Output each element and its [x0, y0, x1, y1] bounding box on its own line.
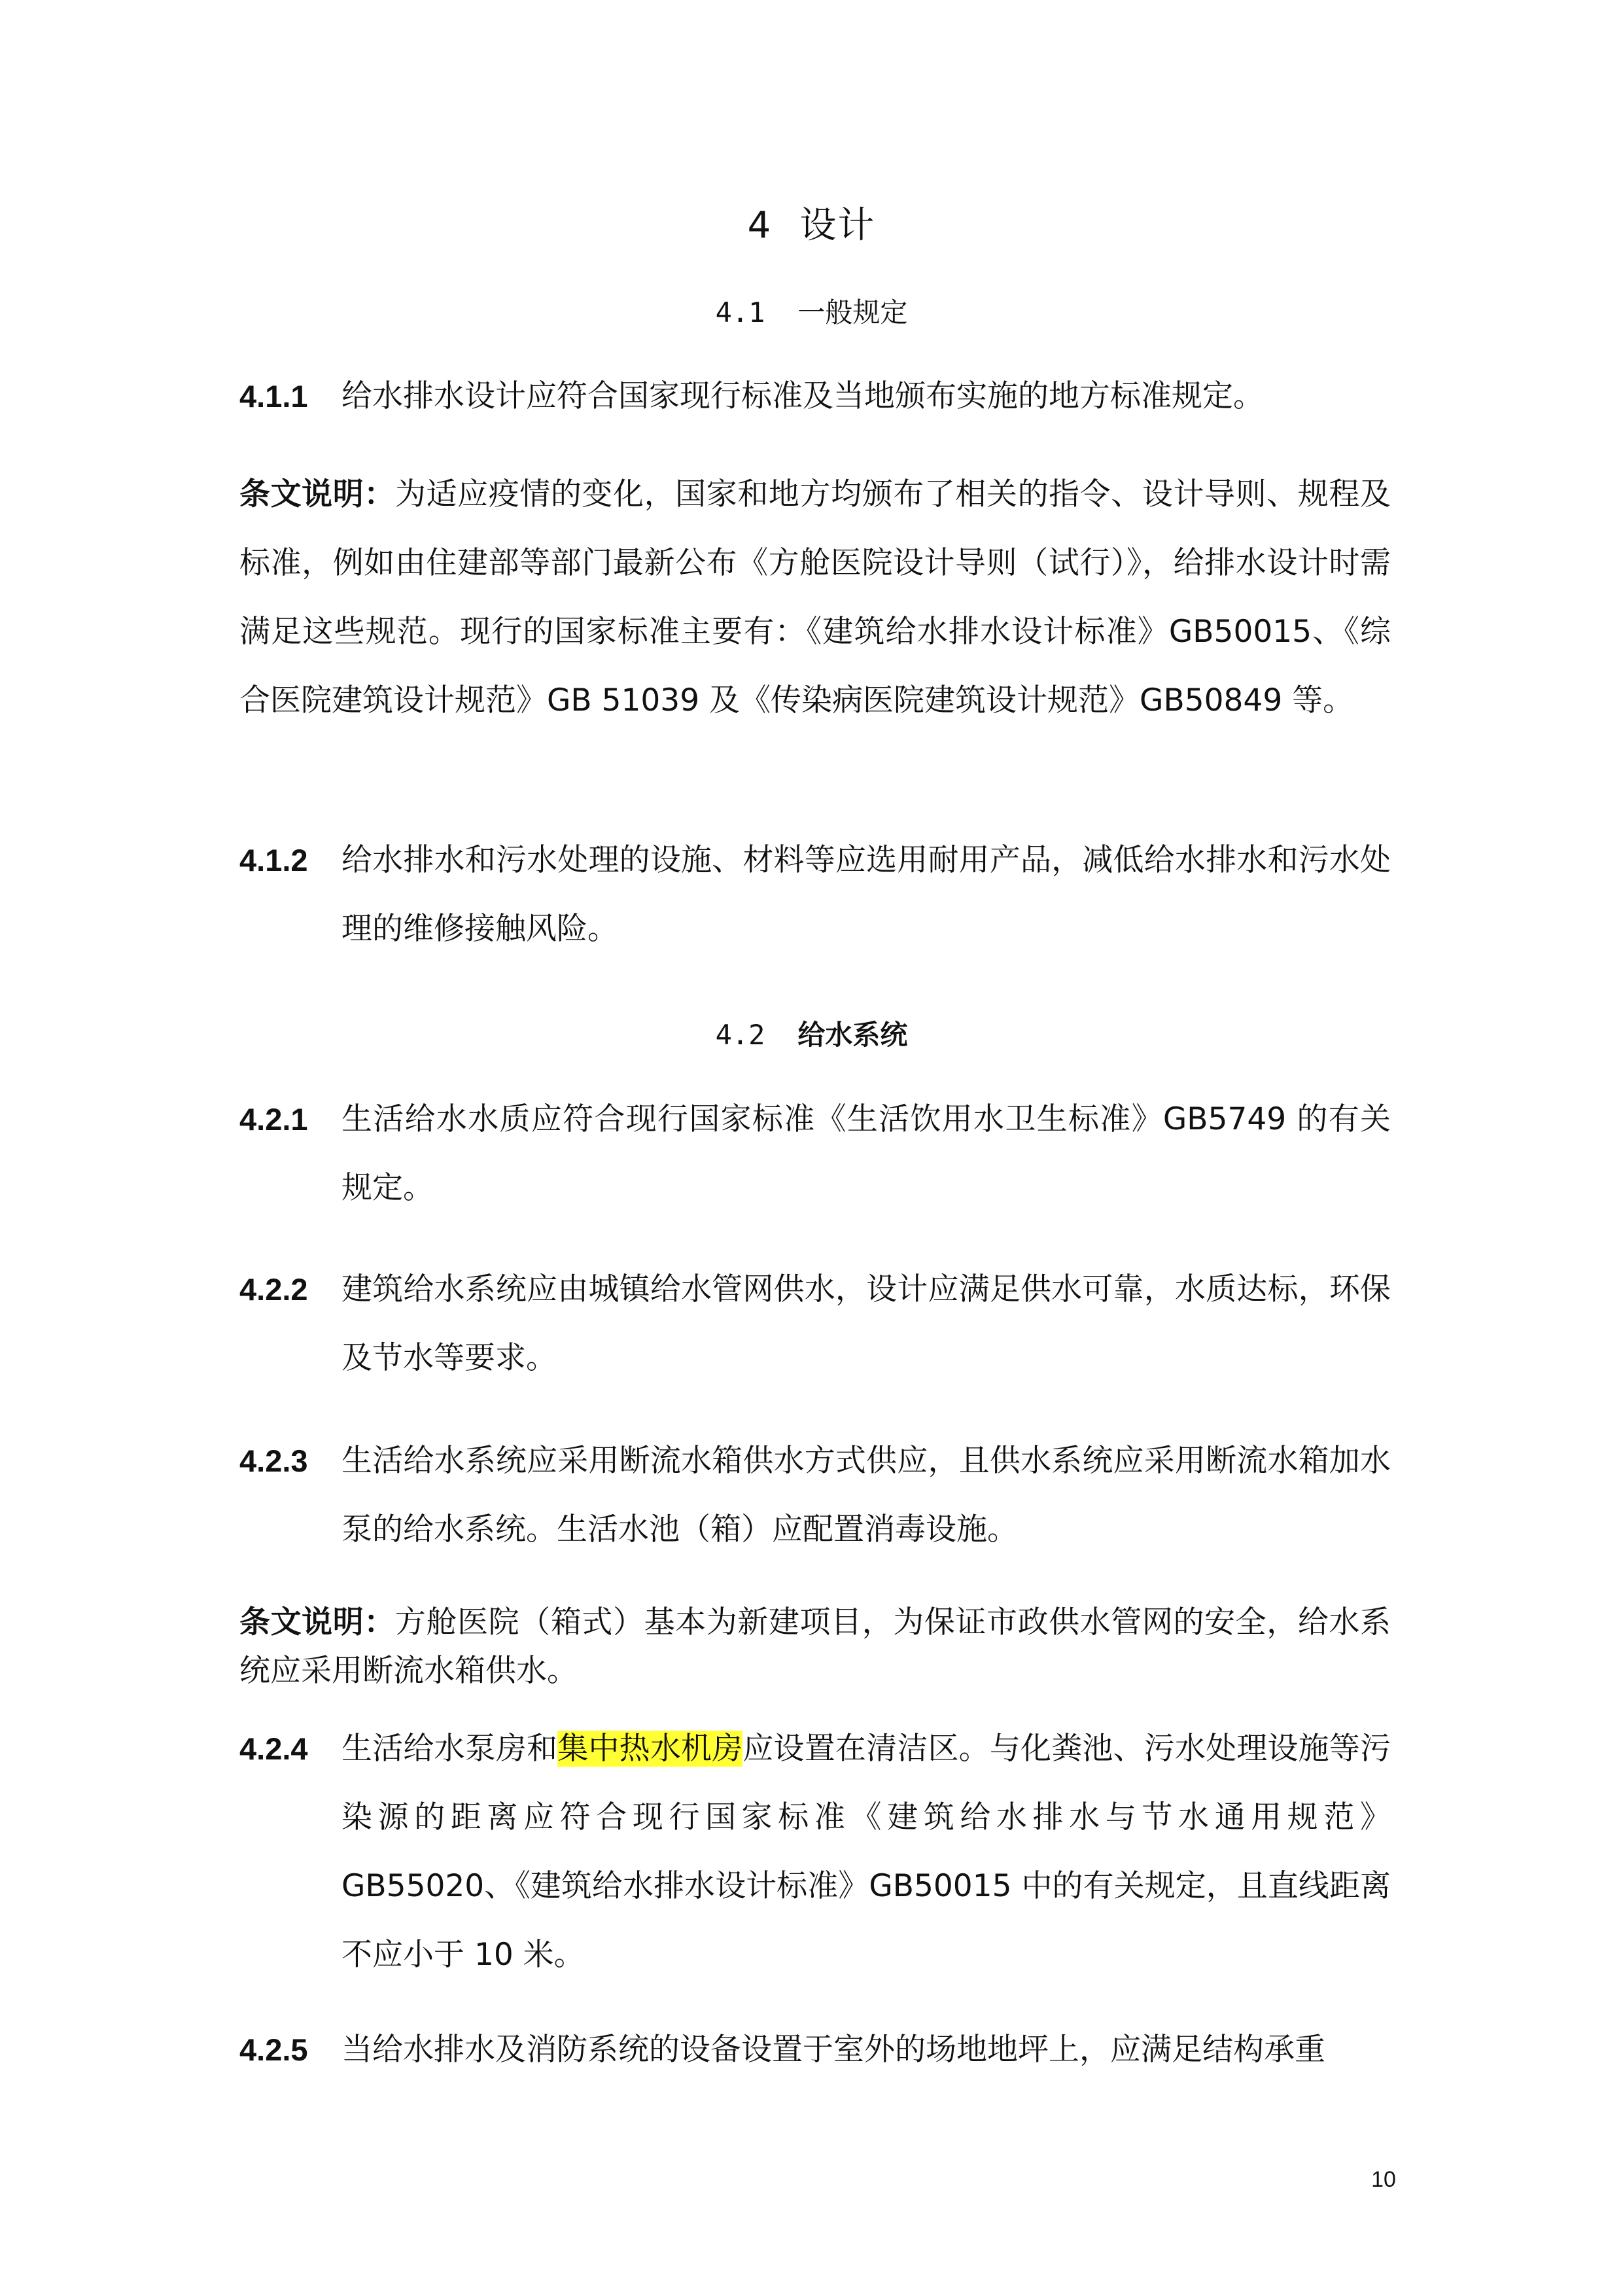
clause-text: 给水排水设计应符合国家现行标准及当地颁布实施的地方标准规定。 — [341, 378, 1264, 414]
clause-text: 给水排水和污水处理的设施、材料等应选用耐用产品，减低给水排水和污水处理的维修接触风险。 — [341, 842, 1391, 947]
clause-number: 4.2.5 — [239, 2032, 308, 2067]
clause-text: 生活给水系统应采用断流水箱供水方式供应，且供水系统应采用断流水箱加水泵的给水系统。生活水池（箱）应配置消毒设施。 — [341, 1443, 1391, 1547]
chapter-number: 4 — [747, 204, 773, 247]
clause-4-1-1 — [239, 362, 1391, 431]
clause-number: 4.1.2 — [239, 843, 308, 877]
clause-text: 生活给水水质应符合现行国家标准《生活饮用水卫生标准》GB5749 的有关规定。 — [341, 1101, 1391, 1206]
clause-4-1-2 — [239, 826, 1391, 963]
chapter-title-text: 设计 — [799, 204, 876, 247]
clause-number: 4.1.1 — [239, 379, 308, 414]
clause-text-part: 应设置在清洁区。与化粪池、污水处理设施等污染源的距离应符合现行国家标准《建筑给水排水与节水通用规范》GB55020、《建筑给水排水设计标准》GB50015 中的有关规定，且直线距离不应小于 10 米。 — [341, 1731, 1391, 1973]
clause-4-2-4 — [239, 1714, 1391, 1989]
clause-number: 4.2.4 — [239, 1731, 308, 1766]
clause-explanation-2 — [239, 1598, 1391, 1695]
section-title-4-2 — [0, 1012, 1623, 1058]
note-text: 为适应疫情的变化，国家和地方均颁布了相关的指令、设计导则、规程及标准，例如由住建部等部门最新公布《方舱医院设计导则（试行）》，给排水设计时需满足这些规范。现行的国家标准主要有：《建筑给水排水设计标准》GB50015、《综合医院建筑设计规范》GB 51039 及《传染病医院建筑设计规范》GB50849 等。 — [239, 476, 1391, 718]
clause-number: 4.2.1 — [239, 1102, 308, 1137]
clause-4-2-2 — [239, 1255, 1391, 1392]
page-number: 10 — [1371, 2167, 1396, 2192]
section-number: 4.1 — [715, 296, 765, 328]
clause-4-2-3 — [239, 1426, 1391, 1564]
section-title-4-1 — [0, 290, 1623, 336]
clause-4-2-1 — [239, 1085, 1391, 1222]
highlighted-text: 集中热水机房 — [557, 1731, 743, 1767]
clause-text — [341, 1714, 1391, 1989]
section-number: 4.2 — [715, 1019, 765, 1051]
section-title-text: 一般规定 — [797, 296, 908, 328]
clause-text: 建筑给水系统应由城镇给水管网供水，设计应满足供水可靠，水质达标，环保及节水等要求。 — [341, 1271, 1391, 1376]
note-label: 条文说明： — [239, 476, 395, 512]
note-text: 方舱医院（箱式）基本为新建项目，为保证市政供水管网的安全，给水系统应采用断流水箱供水。 — [239, 1604, 1391, 1689]
clause-4-2-5 — [239, 2015, 1391, 2084]
note-label: 条文说明： — [239, 1604, 395, 1640]
clause-number: 4.2.2 — [239, 1272, 308, 1307]
clause-explanation-1 — [239, 460, 1391, 735]
section-title-text: 给水系统 — [797, 1019, 908, 1051]
clause-text-part: 生活给水泵房和 — [341, 1731, 558, 1767]
clause-number: 4.2.3 — [239, 1443, 308, 1478]
chapter-title — [0, 196, 1623, 255]
clause-text: 当给水排水及消防系统的设备设置于室外的场地地坪上，应满足结构承重 — [341, 2032, 1325, 2068]
